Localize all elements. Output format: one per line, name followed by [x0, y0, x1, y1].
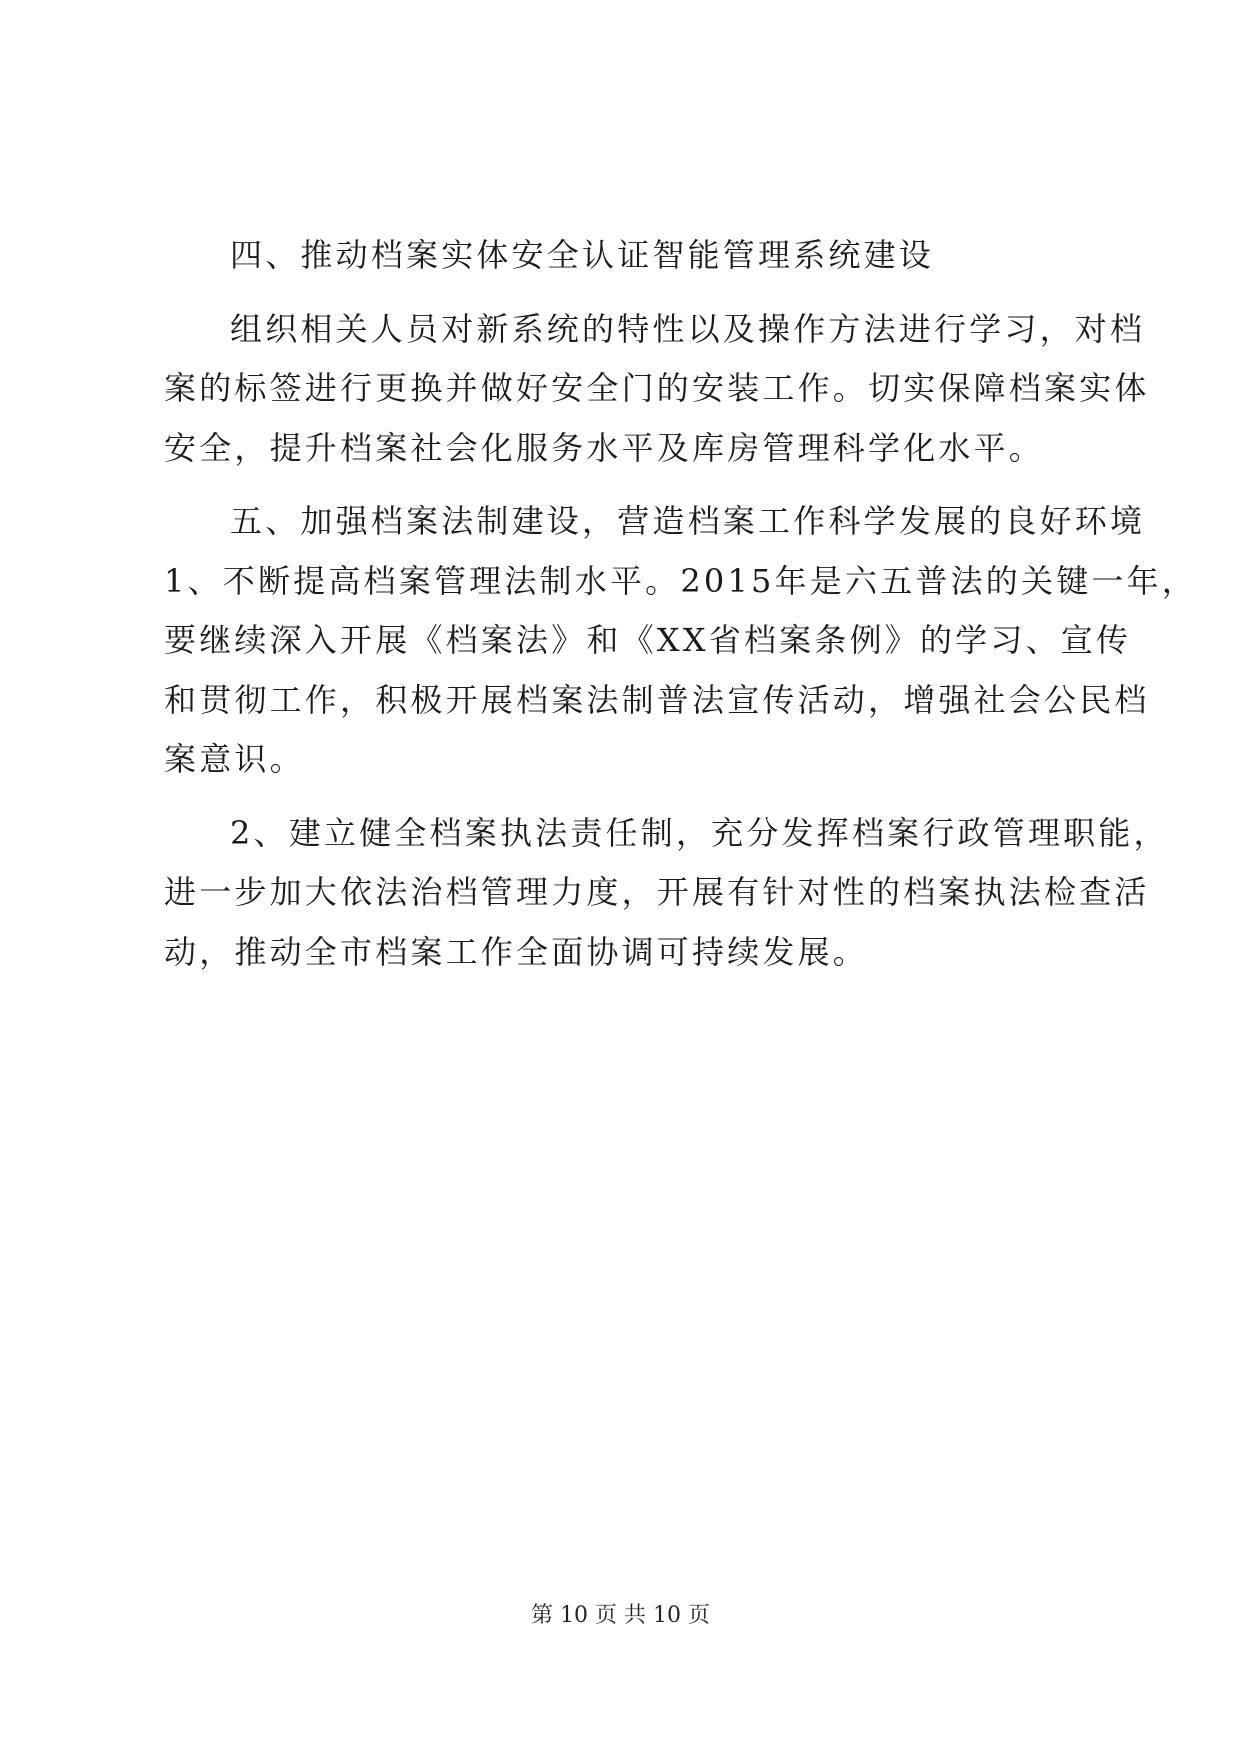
- paragraph-line: 1、不断提高档案管理法制水平。2015年是六五普法的关键一年，: [164, 561, 1197, 600]
- document-body: [164, 226, 1197, 982]
- paragraph-line: 案的标签进行更换并做好安全门的安装工作。切实保障档案实体: [164, 369, 1150, 407]
- paragraph-line: 要继续深入开展《档案法》和《XX省档案条例》的学习、宣传: [164, 621, 1132, 659]
- paragraph-line: 安全，提升档案社会化服务水平及库房管理科学化水平。: [164, 428, 1045, 467]
- paragraph-line: 案意识。: [164, 740, 305, 778]
- section-heading-4: 四、推动档案实体安全认证智能管理系统建设: [230, 236, 935, 274]
- section-heading-5: 五、加强档案法制建设，营造档案工作科学发展的良好环境: [230, 502, 1146, 540]
- paragraph-line: 和贯彻工作，积极开展档案法制普法宣传活动，增强社会公民档: [164, 680, 1150, 719]
- paragraph-line: 组织相关人员对新系统的特性以及操作方法进行学习，对档: [230, 309, 1146, 348]
- paragraph-line: 2、建立健全档案执法责任制，充分发挥档案行政管理职能，: [230, 813, 1169, 852]
- paragraph-line: 进一步加大依法治档管理力度，开展有针对性的档案执法检查活: [164, 873, 1150, 911]
- paragraph-line: 动，推动全市档案工作全面协调可持续发展。: [164, 932, 869, 971]
- page-number-footer: 第 10 页 共 10 页: [531, 1603, 710, 1628]
